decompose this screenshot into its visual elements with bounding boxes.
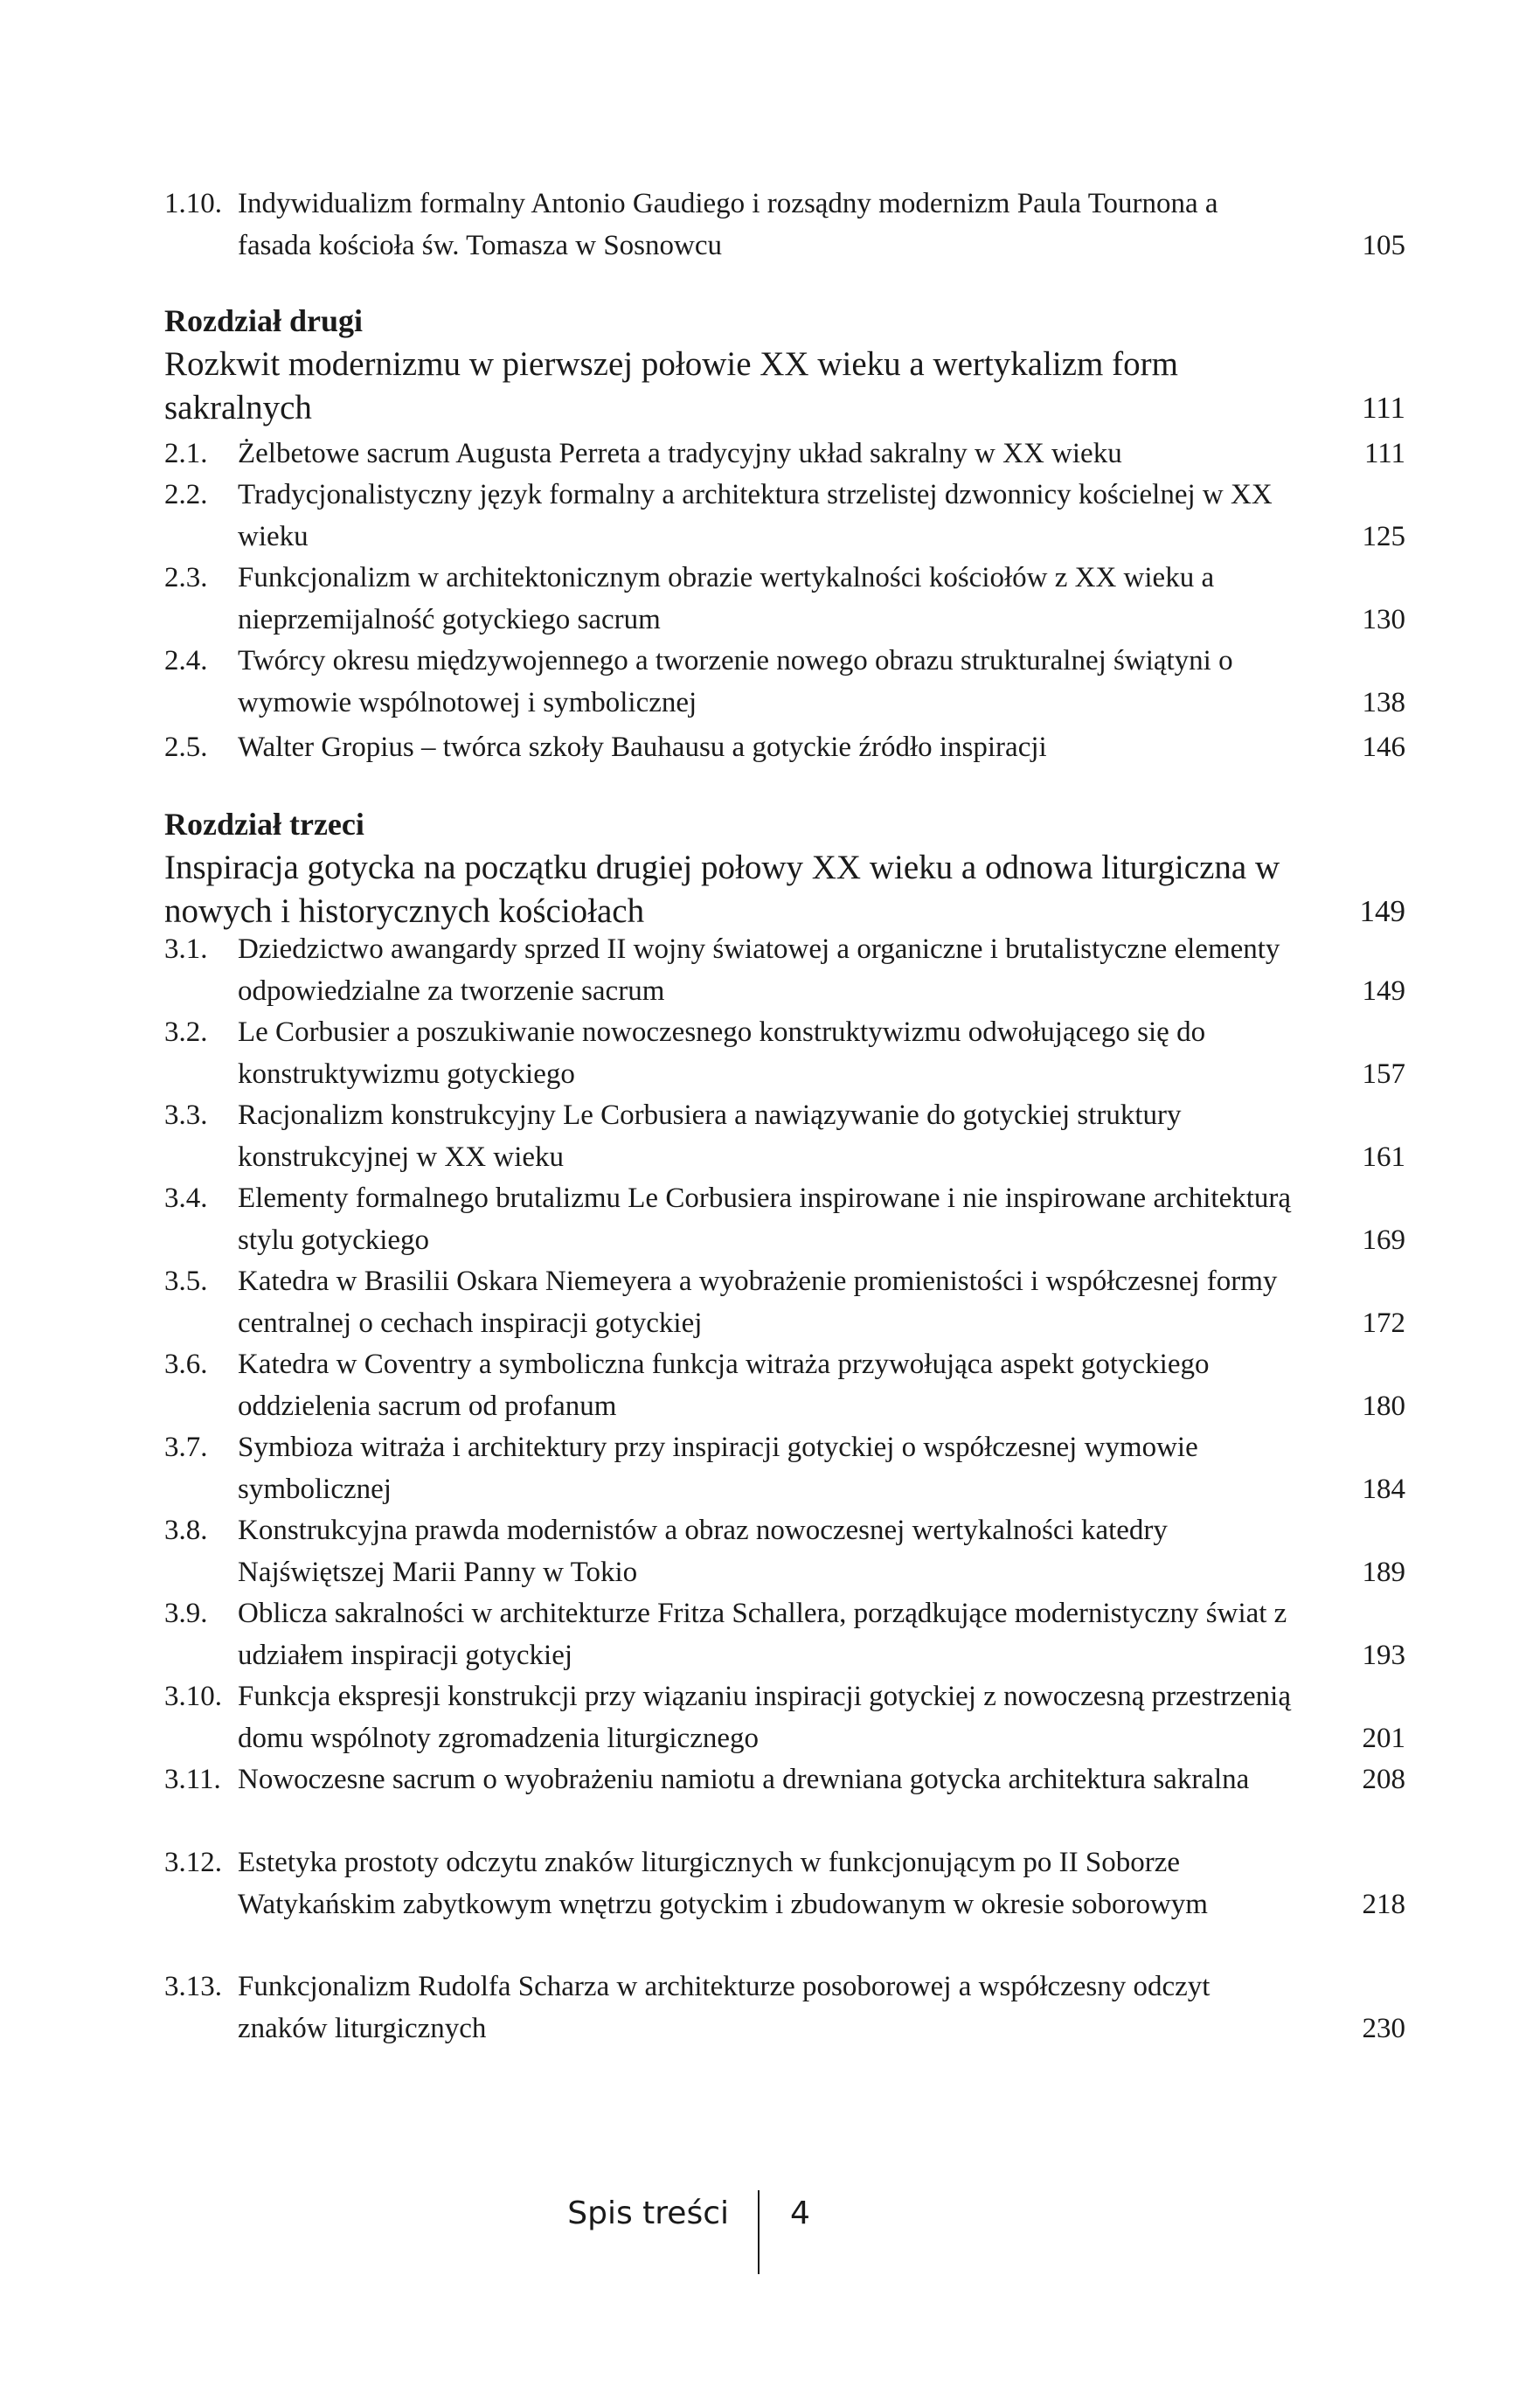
toc-entry-page: 193 (1362, 1639, 1405, 1671)
toc-entry-page: 218 (1362, 1888, 1405, 1920)
toc-entry (164, 1510, 1405, 1593)
toc-entry-page: 111 (1363, 438, 1405, 469)
toc-entry-number: 2.5. (164, 732, 208, 763)
chapter-title: Rozkwit modernizmu w pierwszej połowie XX wieku a wertykalizm form sakralnych (164, 345, 1178, 427)
toc-entry (164, 1095, 1405, 1178)
toc-entry-number: 3.12. (164, 1847, 222, 1878)
toc-entry-number: 2.1. (164, 438, 208, 469)
toc-entry-title: Indywidualizm formalny Antonio Gaudiego i rozsądny modernizm Paula Tournona a fasada kościoła św. Tomasza w Sosnowcu (238, 188, 1218, 261)
toc-entry-number: 3.13. (164, 1971, 222, 2002)
toc-entry (164, 1759, 1405, 1801)
footer-page-number: 4 (790, 2195, 810, 2231)
toc-entry (164, 1178, 1405, 1261)
toc-entry-title: Żelbetowe sacrum Augusta Perreta a tradycyjny układ sakralny w XX wieku (238, 438, 1122, 469)
toc-entry-page: 184 (1362, 1473, 1405, 1505)
toc-entry (164, 1344, 1405, 1427)
toc-entry-number: 3.4. (164, 1183, 208, 1214)
footer-divider (758, 2190, 760, 2274)
toc-entry-page: 189 (1362, 1556, 1405, 1588)
chapter-label: Rozdział drugi (164, 303, 364, 338)
toc-entry (164, 641, 1405, 724)
toc-entry-title: Nowoczesne sacrum o wyobrażeniu namiotu a drewniana gotycka architektura sakralna (238, 1764, 1250, 1795)
toc-entry (164, 1593, 1405, 1676)
toc-entry (164, 1261, 1405, 1344)
toc-entry-number: 3.10. (164, 1681, 222, 1712)
toc-entry-title: Oblicza sakralności w architekturze Fritza Schallera, porządkujące modernistyczny świat z udziałem inspiracji gotyckiej (238, 1598, 1287, 1671)
toc-entry-page: 169 (1362, 1224, 1405, 1256)
toc-entry-title: Konstrukcyjna prawda modernistów a obraz nowoczesnej wertykalności katedry Najświętszej Marii Panny w Tokio (238, 1515, 1168, 1588)
toc-entry-number: 3.3. (164, 1099, 208, 1131)
chapter-heading (164, 299, 1405, 430)
toc-entry-page: 180 (1362, 1390, 1405, 1422)
toc-entry-page: 157 (1362, 1058, 1405, 1090)
toc-entry-title: Racjonalizm konstrukcyjny Le Corbusiera a nawiązywanie do gotyckiej struktury konstrukcyjnej w XX wieku (238, 1099, 1182, 1173)
toc-entry-title: Katedra w Brasilii Oskara Niemeyera a wyobrażenie promienistości i współczesnej formy centralnej o cechach inspiracji gotyckiej (238, 1266, 1278, 1339)
toc-entry-page: 201 (1362, 1722, 1405, 1754)
toc-entry (164, 184, 1405, 267)
toc-entry-number: 1.10. (164, 188, 222, 219)
chapter-heading (164, 802, 1405, 933)
toc-entry-page: 208 (1362, 1764, 1405, 1795)
toc-entry (164, 1427, 1405, 1510)
toc-entry-page: 161 (1362, 1141, 1405, 1173)
toc-entry-title: Walter Gropius – twórca szkoły Bauhausu a gotyckie źródło inspiracji (238, 732, 1047, 763)
toc-entry-number: 3.8. (164, 1515, 208, 1546)
toc-entry-page: 230 (1362, 2012, 1405, 2044)
toc-entry-title: Symbioza witraża i architektury przy inspiracji gotyckiej o współczesnej wymowie symbolicznej (238, 1432, 1198, 1505)
toc-entry-number: 3.2. (164, 1016, 208, 1048)
chapter-label: Rozdział trzeci (164, 807, 364, 842)
toc-entry-page: 138 (1362, 686, 1405, 718)
toc-entry (164, 558, 1405, 641)
footer-section-title: Spis treści (567, 2195, 729, 2231)
toc-entry (164, 434, 1405, 475)
toc-entry-page: 125 (1362, 520, 1405, 552)
toc-entry (164, 727, 1405, 769)
chapter-page: 111 (1362, 391, 1405, 425)
toc-entry (164, 1966, 1405, 2050)
toc-entry-page: 146 (1362, 732, 1405, 763)
toc-entry-number: 3.9. (164, 1598, 208, 1629)
toc-entry-number: 3.11. (164, 1764, 221, 1795)
toc-entry-page: 105 (1362, 229, 1405, 261)
toc-entry-page: 130 (1362, 603, 1405, 635)
toc-entry-number: 2.3. (164, 562, 208, 593)
toc-entry-title: Tradycjonalistyczny język formalny a architektura strzelistej dzwonnicy kościelnej w XX wieku (238, 479, 1273, 552)
chapter-title: Inspiracja gotycka na początku drugiej połowy XX wieku a odnowa liturgiczna w nowych i historycznych kościołach (164, 849, 1280, 930)
toc-entry-number: 3.6. (164, 1349, 208, 1380)
toc-entry (164, 1676, 1405, 1759)
toc-entry-title: Le Corbusier a poszukiwanie nowoczesnego konstruktywizmu odwołującego się do konstruktywizmu gotyckiego (238, 1016, 1206, 1090)
toc-entry-page: 149 (1362, 975, 1405, 1007)
chapter-page: 149 (1359, 894, 1405, 928)
toc-entry (164, 1842, 1405, 1925)
toc-entry-number: 3.1. (164, 933, 208, 965)
toc-entry-page: 172 (1362, 1307, 1405, 1339)
toc-entry-title: Twórcy okresu międzywojennego a tworzenie nowego obrazu strukturalnej świątyni o wymowie wspólnotowej i symbolicznej (238, 645, 1233, 718)
toc-entry-number: 3.7. (164, 1432, 208, 1463)
toc-entry-title: Katedra w Coventry a symboliczna funkcja witraża przywołująca aspekt gotyckiego oddzielenia sacrum od profanum (238, 1349, 1210, 1422)
toc-entry-number: 2.4. (164, 645, 208, 676)
toc-entry-title: Dziedzictwo awangardy sprzed II wojny światowej a organiczne i brutalistyczne elementy odpowiedzialne za tworzenie sacrum (238, 933, 1280, 1007)
toc-entry-title: Funkcja ekspresji konstrukcji przy wiązaniu inspiracji gotyckiej z nowoczesną przestrzenią domu wspólnoty zgromadzenia liturgicznego (238, 1681, 1291, 1754)
toc-entry (164, 1012, 1405, 1095)
toc-entry-title: Funkcjonalizm w architektonicznym obrazie wertykalności kościołów z XX wieku a nieprzemijalność gotyckiego sacrum (238, 562, 1215, 635)
toc-entry-title: Funkcjonalizm Rudolfa Scharza w architekturze posoborowej a współczesny odczyt znaków liturgicznych (238, 1971, 1210, 2044)
page-footer (0, 2190, 1540, 2278)
toc-entry-title: Estetyka prostoty odczytu znaków liturgicznych w funkcjonującym po II Soborze Watykańskim zabytkowym wnętrzu gotyckim i zbudowanym w okresie soborowym (238, 1847, 1208, 1920)
toc-entry-number: 2.2. (164, 479, 208, 510)
toc-entry (164, 929, 1405, 1012)
toc-entry (164, 475, 1405, 558)
toc-entry-title: Elementy formalnego brutalizmu Le Corbusiera inspirowane i nie inspirowane architekturą stylu gotyckiego (238, 1183, 1292, 1256)
toc-entry-number: 3.5. (164, 1266, 208, 1297)
